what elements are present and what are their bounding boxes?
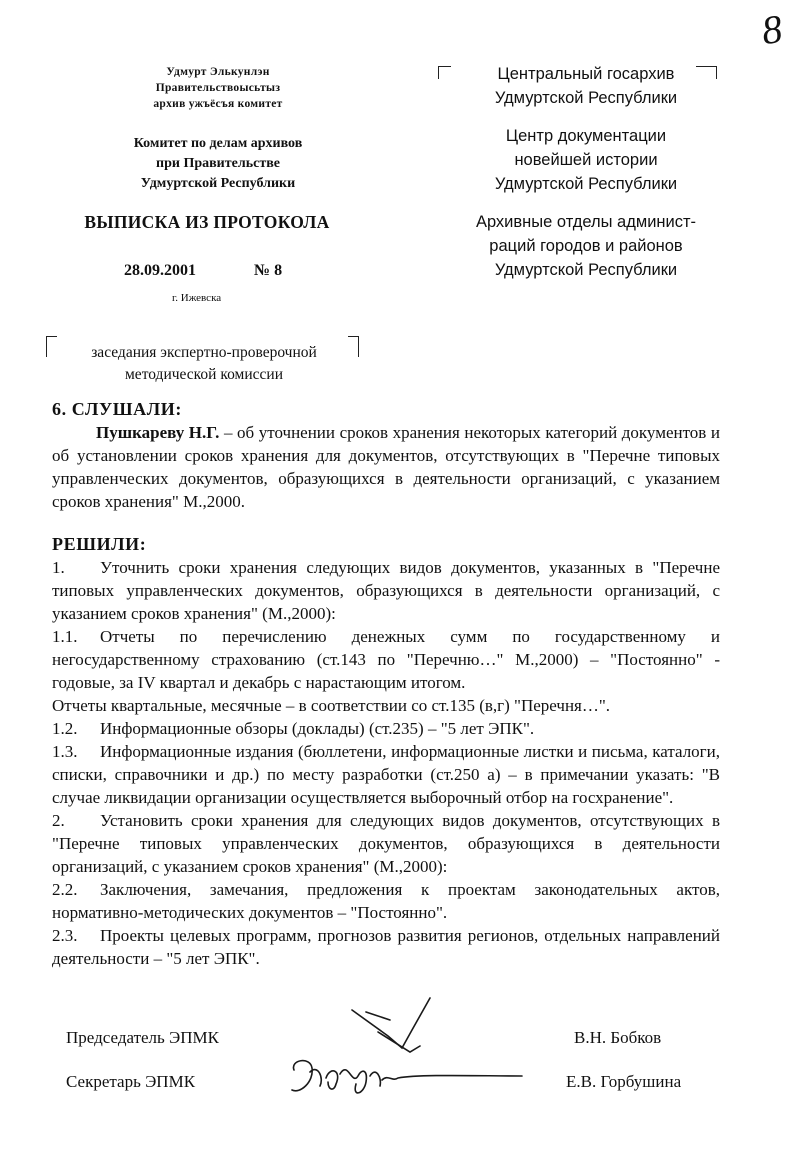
recipient-line: Удмуртской Республики — [494, 261, 678, 279]
letterhead-russian-line: Удмуртской Республики — [140, 176, 296, 191]
document-date: 28.09.2001 — [124, 262, 196, 279]
decision-text: Информационные обзоры (доклады) (ст.235) – "5 лет ЭПК". — [100, 719, 535, 738]
letterhead-russian-line: Комитет по делам архивов — [133, 136, 303, 151]
decision-text: Отчеты квартальные, месячные – в соответствии со ст.135 (в,г) "Перечня…". — [52, 696, 611, 715]
letterhead-udmurt-line: архив ужъёсъя комитет — [153, 98, 283, 110]
heard-heading: 6. СЛУШАЛИ: — [52, 399, 182, 419]
decision-item — [52, 717, 720, 740]
secretary-label: Секретарь ЭПМК — [66, 1072, 196, 1091]
secretary-name: Е.В. Горбушина — [566, 1072, 682, 1091]
recipient-line: Удмуртской Республики — [494, 89, 678, 107]
recipient-line: раций городов и районов — [489, 237, 683, 255]
decision-number: 2.2. — [52, 880, 78, 899]
chair-label: Председатель ЭПМК — [66, 1028, 219, 1047]
secretary-signature-stroke — [292, 1061, 522, 1093]
decision-item — [52, 740, 720, 809]
speaker-name: Пушкареву Н.Г. — [96, 423, 220, 442]
decision-item — [52, 809, 720, 878]
heard-text: – об уточнении сроков хранения некоторых категорий документов и об установлении сроков хранения для документов, отсутствующих в "Перечне типовых управленческих документов, образующихся в деятельности организаций, с указанием сроков хранения" М.,2000. — [52, 423, 720, 511]
recipient-line: Центр документации — [505, 127, 667, 145]
decision-item — [52, 625, 720, 694]
recipients-block — [446, 62, 726, 296]
decision-text: Информационные издания (бюллетени, информационные листки и письма, каталоги, списки, справочники и др.) по месту разработки (ст.250 а) – в примечании указать: "В случае ликвидации организации осуществляется выборочный отбор на госхранение". — [52, 742, 720, 807]
recipient-group — [446, 124, 726, 196]
chair-signature-stroke — [366, 1012, 390, 1020]
decision-item — [52, 694, 720, 717]
decision-text: Проекты целевых программ, прогнозов развития регионов, отдельных направлений деятельности – "5 лет ЭПК". — [52, 926, 720, 968]
decision-item — [52, 878, 720, 924]
decision-text: Заключения, замечания, предложения к проектам законодательных актов, нормативно-методических документов – "Постоянно". — [52, 880, 720, 922]
decision-number: 2. — [52, 811, 65, 830]
letterhead-udmurt-line: Правительствоысьтыз — [155, 82, 281, 94]
chair-name: В.Н. Бобков — [574, 1028, 662, 1047]
subject-line: заседания экспертно-проверочной — [91, 344, 317, 361]
decision-number: 1.1. — [52, 627, 78, 646]
decision-number: 2.3. — [52, 926, 78, 945]
subject-line: методической комиссии — [125, 366, 283, 383]
decision-number: 1. — [52, 558, 65, 577]
page-number-handwritten: 8 — [758, 5, 785, 54]
decision-number: 1.3. — [52, 742, 78, 761]
recipient-group — [446, 62, 726, 110]
document-title: ВЫПИСКА ИЗ ПРОТОКОЛА — [84, 212, 330, 232]
recipient-line: Архивные отделы админист- — [475, 213, 697, 231]
handwritten-signatures — [270, 990, 530, 1110]
letterhead-udmurt — [100, 64, 336, 112]
decision-item — [52, 556, 720, 625]
letterhead-russian — [78, 134, 358, 194]
decided-heading: РЕШИЛИ: — [52, 534, 147, 554]
decision-text: Отчеты по перечислению денежных сумм по государственному и негосударственному страхованию (ст.143 по "Перечню…" М.,2000) – "Постоянно" - годовые, за IV квартал и декабрь с нарастающим итогом. — [52, 627, 720, 692]
recipient-group — [446, 210, 726, 282]
decision-item — [52, 924, 720, 970]
recipient-line: Удмуртской Республики — [494, 175, 678, 193]
recipient-line: Центральный госархив — [497, 65, 675, 83]
protocol-body — [52, 398, 720, 970]
decision-text: Установить сроки хранения для следующих видов документов, отсутствующих в "Перечне типовых управленческих документов, образующихся в деятельности организаций, с указанием сроков хранения" (М.,2000): — [52, 811, 720, 876]
decision-text: Уточнить сроки хранения следующих видов документов, указанных в "Перечне типовых управленческих документов, образующихся в деятельности организаций, с указанием сроков хранения" (М.,2000): — [52, 558, 720, 623]
heard-paragraph — [52, 421, 720, 513]
recipient-line: новейшей истории — [514, 151, 658, 169]
document-subject — [52, 342, 356, 386]
chair-signature-stroke — [378, 1032, 420, 1052]
document-number: № 8 — [254, 262, 283, 279]
document-city: г. Ижевска — [172, 292, 222, 304]
letterhead-russian-line: при Правительстве — [156, 156, 280, 171]
decision-number: 1.2. — [52, 719, 78, 738]
letterhead-udmurt-line: Удмурт Элькунлэн — [166, 66, 270, 78]
